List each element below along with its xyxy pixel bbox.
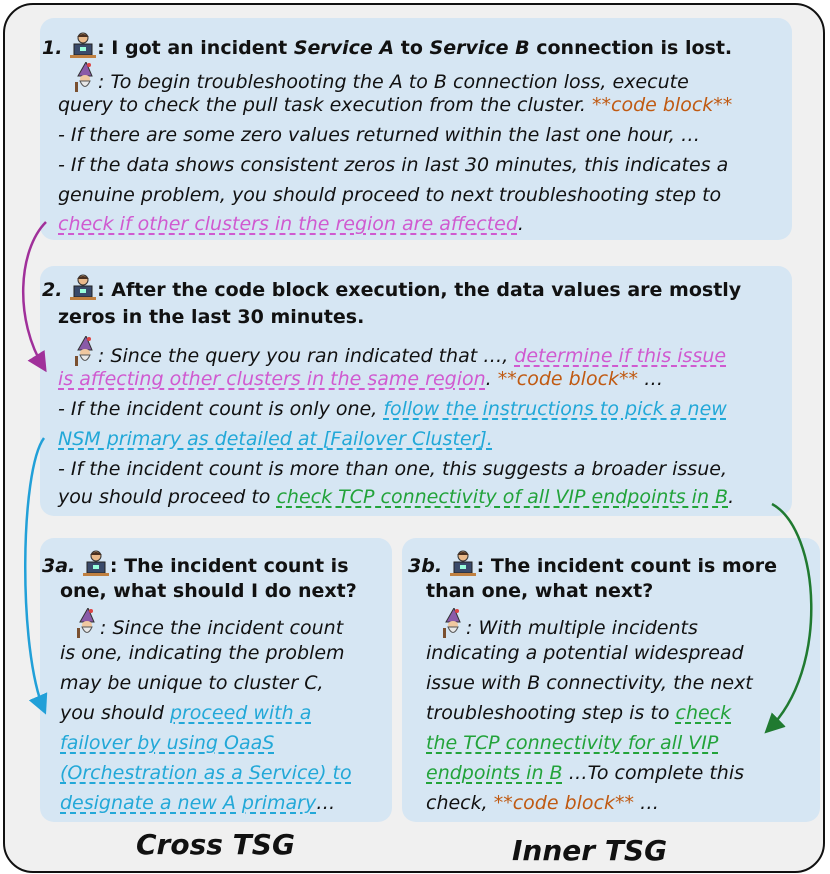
step3a-question-line2: one, what should I do next? <box>60 580 357 602</box>
step2-answer-line1 <box>72 336 726 369</box>
step3b-a7: check, <box>426 792 494 814</box>
step3b-answer-line5 <box>426 730 718 756</box>
step2-q1: : After the code block execution, the data values are mostly <box>97 279 742 301</box>
wizard-icon <box>72 336 98 366</box>
step3b-a7-end: … <box>634 792 660 814</box>
step3b-answer-line4 <box>426 700 731 726</box>
step1-q-service-a: Service A <box>293 37 395 59</box>
step3a-link-designate[interactable]: designate a new A primary <box>60 792 317 814</box>
step1-answer-line1 <box>72 62 689 95</box>
step3a-a1: : Since the incident count <box>100 617 344 639</box>
step1-q-e: connection is lost. <box>529 37 733 59</box>
step1-answer-line3: - If there are some zero values returned within the last one hour, … <box>58 124 700 146</box>
step2-link-determine[interactable]: determine if this issue <box>514 345 727 367</box>
step2-link-follow[interactable]: follow the instructions to pick a new <box>383 398 727 420</box>
step3b-question-line1 <box>408 550 777 579</box>
step3b-answer-line6 <box>426 760 744 786</box>
step1-answer-line5: genuine problem, you should proceed to next troubleshooting step to <box>58 184 722 206</box>
step3a-question-line1 <box>42 550 349 579</box>
step3a-answer-line1 <box>74 608 343 641</box>
step3a-link-proceed[interactable]: proceed with a <box>169 702 312 724</box>
step1-a2: query to check the pull task execution from the cluster. <box>58 94 593 116</box>
step1-a1: : To begin troubleshooting the A to B connection loss, execute <box>98 71 689 93</box>
step2-number: 2. <box>42 279 63 301</box>
step3b-link-endpoints[interactable]: endpoints in B <box>426 762 563 784</box>
step3a-answer-line5 <box>60 730 274 756</box>
step2-a2-end: … <box>638 368 664 390</box>
step1-q-service-b: Service B <box>429 37 530 59</box>
step3b-link-tcp[interactable]: the TCP connectivity for all VIP <box>426 732 719 754</box>
step3a-answer-line3: may be unique to cluster C, <box>60 672 324 694</box>
step3a-answer-line2: is one, indicating the problem <box>60 642 345 664</box>
step3b-number: 3b. <box>408 555 443 577</box>
step2-a1: : Since the query you ran indicated that …, <box>98 345 515 367</box>
user-laptop-icon <box>82 550 110 576</box>
step2-link-check-tcp[interactable]: check TCP connectivity of all VIP endpoints in B <box>276 486 729 508</box>
step2-question-line2: zeros in the last 30 minutes. <box>58 306 365 328</box>
step3a-number: 3a. <box>42 555 76 577</box>
step3a-q1: : The incident count is <box>109 555 349 577</box>
step3a-answer-line7 <box>60 790 335 816</box>
step1-q-a: : I got an incident <box>97 37 294 59</box>
step1-answer-line4: - If the data shows consistent zeros in last 30 minutes, this indicates a <box>58 154 729 176</box>
step3b-answer-line2: indicating a potential widespread <box>426 642 744 664</box>
step2-answer-line5: - If the incident count is more than one, this suggests a broader issue, <box>58 458 727 480</box>
user-laptop-icon <box>449 550 477 576</box>
step2-answer-line4 <box>58 426 493 452</box>
step3b-answer-line3: issue with B connectivity, the next <box>426 672 753 694</box>
step2-answer-line2 <box>58 366 663 392</box>
caption-inner-tsg: Inner TSG <box>512 834 668 867</box>
step3a-answer-line4 <box>60 700 311 726</box>
step2-a6: you should proceed to <box>58 486 277 508</box>
wizard-icon <box>74 608 100 638</box>
wizard-icon <box>440 608 466 638</box>
step1-question <box>42 32 732 61</box>
user-laptop-icon <box>69 274 97 300</box>
step3b-q1: : The incident count is more <box>476 555 778 577</box>
step1-code-block: **code block** <box>592 94 733 116</box>
step3a-a4: you should <box>60 702 170 724</box>
step2-a6-end: . <box>728 486 735 508</box>
step3b-answer-line7 <box>426 790 659 816</box>
step1-a6-end: . <box>517 213 524 235</box>
step3b-code-block: **code block** <box>493 792 634 814</box>
step2-a3: - If the incident count is only one, <box>58 398 384 420</box>
step3b-a1: : With multiple incidents <box>466 617 698 639</box>
step2-link-affecting[interactable]: is affecting other clusters in the same region <box>58 368 486 390</box>
step1-link-check-clusters[interactable]: check if other clusters in the region are affected <box>58 213 518 235</box>
step1-answer-line2 <box>58 92 732 118</box>
step2-question-line1 <box>42 274 741 303</box>
caption-cross-tsg: Cross TSG <box>136 828 295 861</box>
step3a-link-orchestration[interactable]: (Orchestration as a Service) to <box>60 762 352 784</box>
step3a-a-end: … <box>316 792 336 814</box>
step2-a2-mid: . <box>485 368 498 390</box>
step3a-link-failover[interactable]: failover by using OaaS <box>60 732 275 754</box>
step3b-question-line2: than one, what next? <box>426 580 654 602</box>
step3b-a4: troubleshooting step is to <box>426 702 676 724</box>
step3b-a6-end: …To complete this <box>562 762 745 784</box>
step1-number: 1. <box>42 37 63 59</box>
user-laptop-icon <box>69 32 97 58</box>
step1-answer-line6 <box>58 211 524 237</box>
step2-answer-line3 <box>58 396 727 422</box>
step2-answer-line6 <box>58 484 734 510</box>
step3b-link-check[interactable]: check <box>675 702 732 724</box>
step2-code-block: **code block** <box>497 368 639 390</box>
step3b-answer-line1 <box>440 608 698 641</box>
wizard-icon <box>72 62 98 92</box>
step1-q-c: to <box>394 37 430 59</box>
step2-link-failover-cluster[interactable]: NSM primary as detailed at [Failover Cluster]. <box>58 428 493 450</box>
step3a-answer-line6 <box>60 760 352 786</box>
